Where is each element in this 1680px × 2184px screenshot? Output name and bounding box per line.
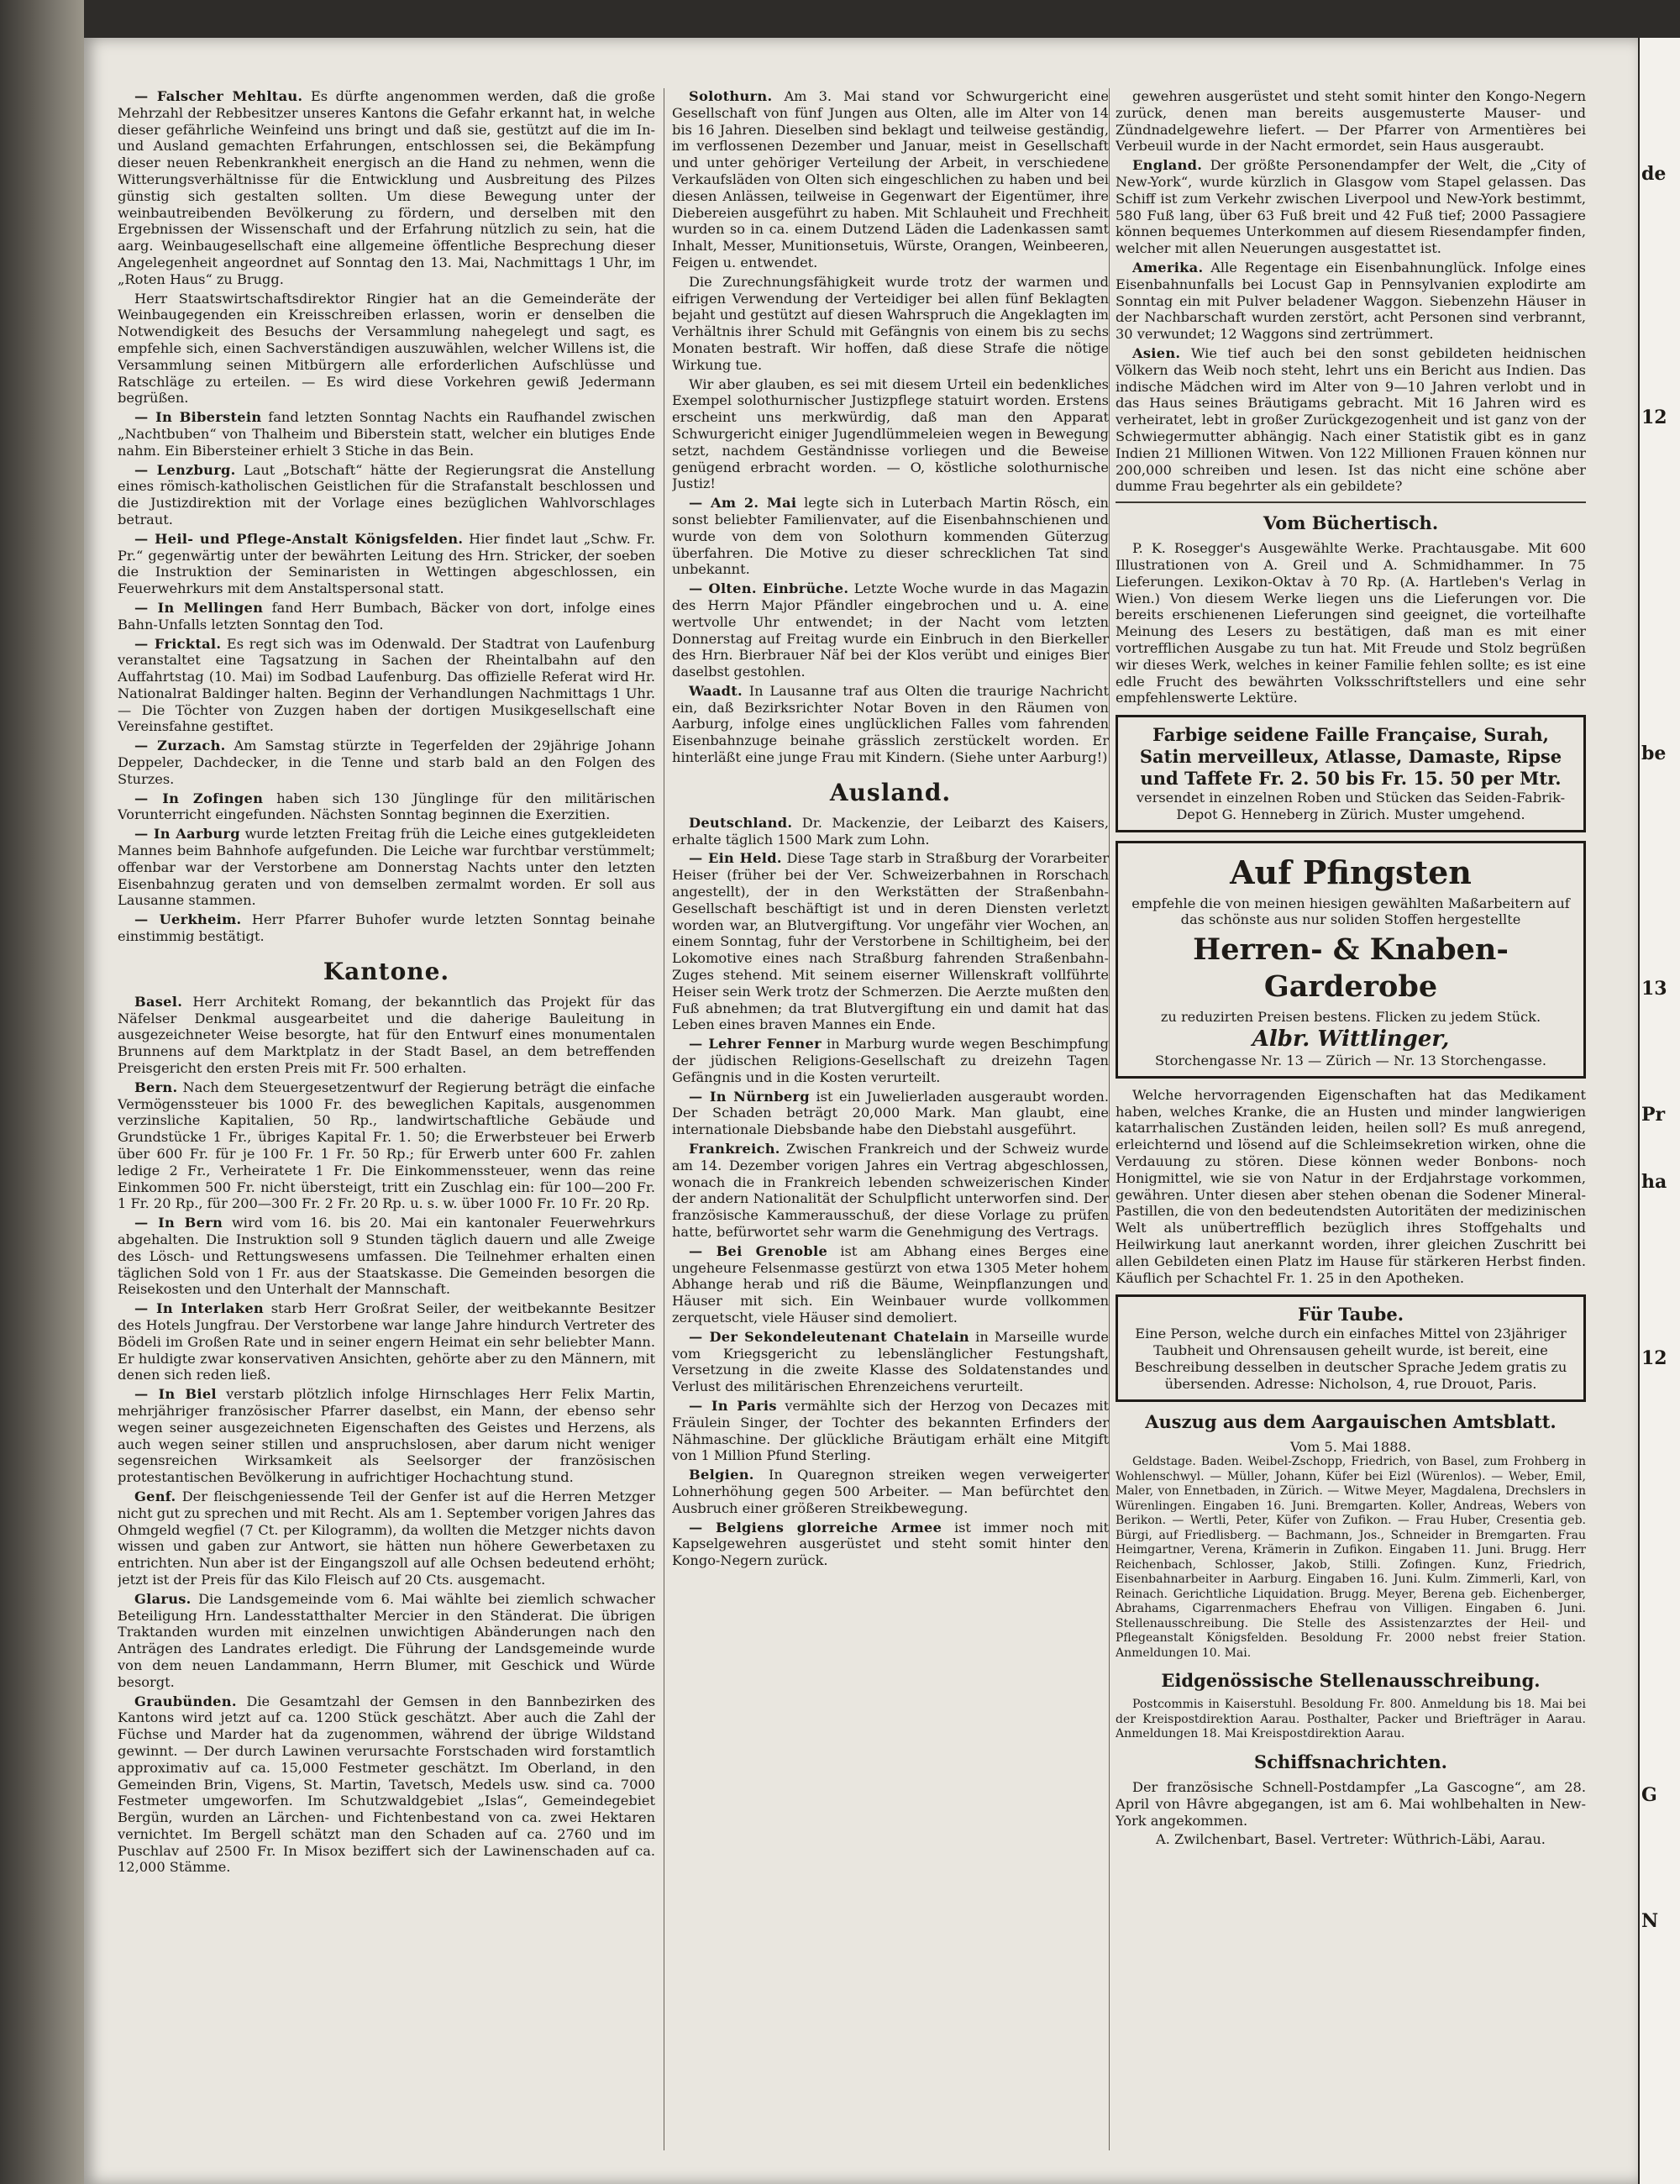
article bbox=[118, 1591, 655, 1691]
article bbox=[1116, 260, 1586, 343]
amtsblatt-date: Vom 5. Mai 1888. bbox=[1290, 1438, 1411, 1455]
divider bbox=[1116, 501, 1586, 503]
article-lead: — In Bern bbox=[134, 1215, 223, 1231]
column-3 bbox=[1116, 88, 1586, 2163]
article-lead: England. bbox=[1132, 157, 1203, 174]
article bbox=[672, 1329, 1109, 1395]
ad-silk-line: versendet in einzelnen Roben und Stücken das Seiden-Fabrik-Depot G. Henneberg in Zürich. Muster umgehend. bbox=[1136, 790, 1566, 822]
ad-taube-title: Für Taube. bbox=[1297, 1304, 1404, 1326]
article-text: Am Samstag stürzte in Tegerfelden der 29jährige Johann Deppeler, Dachdecker, in die Tenne und starb bald an den Folgen des Sturzes. bbox=[118, 738, 655, 787]
next-page-edge bbox=[1638, 38, 1680, 2184]
ad-silk-line: Satin merveilleux, Atlasse, Damaste, Ripse bbox=[1139, 746, 1562, 768]
ad-pfingsten-intro: empfehle die von meinen hiesigen gewählten Maßarbeitern auf das schönste aus nur soliden Stoffen hergestellte bbox=[1131, 895, 1570, 928]
article bbox=[672, 850, 1109, 1033]
article bbox=[118, 1488, 655, 1588]
article-lead: — Ein Held. bbox=[689, 850, 782, 867]
article-lead: Frankreich. bbox=[689, 1141, 780, 1158]
column-rule bbox=[1109, 88, 1110, 2150]
amtsblatt-title: Auszug aus dem Aargauischen Amtsblatt. bbox=[1145, 1410, 1557, 1432]
article-lead: — Lenzburg. bbox=[134, 461, 236, 478]
section-title-buechertisch: Vom Büchertisch. bbox=[1263, 512, 1439, 534]
ad-silk-line: und Taffete Fr. 2. 50 bis Fr. 15. 50 per Mtr. bbox=[1140, 768, 1562, 790]
article bbox=[118, 1215, 655, 1298]
article bbox=[672, 683, 1109, 766]
column-2 bbox=[672, 88, 1109, 2163]
article bbox=[672, 1036, 1109, 1085]
article-lead: Graubünden. bbox=[134, 1693, 237, 1709]
ad-silk bbox=[1116, 715, 1586, 832]
edge-fragment: N bbox=[1641, 1910, 1659, 1932]
edge-fragment: be bbox=[1641, 743, 1667, 764]
ad-pfingsten-address: Storchengasse Nr. 13 — Zürich — Nr. 13 Storchengasse. bbox=[1154, 1053, 1547, 1069]
article bbox=[672, 1520, 1109, 1569]
article-text: Wie tief auch bei den sonst gebildeten heidnischen Völkern das Weib noch steht, lehrt uns ein Bericht aus Indien. Das indische Mädchen wird im Alter von 9—10 Jahren verlobt und in das Haus seines Bräutigams gebracht. Mit 16 Jahren wird es verheiratet, lebt in großer Zurückgezogenheit und ist ganz von der Schwiegermutter abhängig. Nach einer Statistik gibt es in ganz Indien 21 Millionen Witwen. Von 122 Millionen Frauen können nur 200,000 schreiben und lesen. Ist das nicht eine schöne aber dumme Frau begehrter als ein gebildete? bbox=[1116, 344, 1586, 495]
article bbox=[118, 1386, 655, 1486]
article-lead: Genf. bbox=[134, 1488, 176, 1504]
article bbox=[118, 994, 655, 1077]
article-text: wurde letzten Freitag früh die Leiche eines gutgekleideten Mannes beim Bahnhofe aufgefunden. Die Leiche war furchtbar verstümmelt; offenbar war der Verstorbene am Donnerstag Nachts unter den letzten Eisenbahnzug geraten und von demselben zermalmt worden. Er soll aus Lausanne stammen. bbox=[118, 826, 655, 909]
article-text: Die Gesamtzahl der Gemsen in den Bannbezirken des Kantons wird jetzt auf ca. 1200 Stück geschätzt. Aber auch die Zahl der Füchse und Marder hat da zugenommen, während der übrige Wildstand gewinnt. — Der durch Lawinen verursachte Forstschaden wird forstamtlich approximativ auf ca. 15,000 Festmeter geschätzt. Im Oberland, in den Gemeinden Brin, Vigens, St. Martin, Tavetsch, Medels usw. sind ca. 7000 Festmeter umgeworfen. Im Schutzwaldgebiet „Islas“, Gemeindegebiet Bergün, wurden an Lärchen- und Fichtenbestand von ca. zwei Hektaren vernichtet. Im Bergell schätzt man den Schaden auf ca. 2760 und im Puschlav auf 2500 Fr. In Misox beziffert sich der Lawinenschaden auf ca. 12,000 Stämme. bbox=[118, 1693, 655, 1876]
article bbox=[118, 600, 655, 633]
article-lead: — Falscher Mehltau. bbox=[134, 88, 303, 104]
article-lead: — Belgiens glorreiche Armee bbox=[689, 1519, 942, 1536]
book-review: P. K. Rosegger's Ausgewählte Werke. Prachtausgabe. Mit 600 Illustrationen von A. Greil und A. Schmidhammer. In 75 Lieferungen. Lexikon-Oktav à 70 Rp. (A. Hartleben's Verlag in Wien.) Von diesem Werke liegen uns die Lieferungen vor. Die bereits erschienenen Lieferungen sind geeignet, die vorteilhafte Meinung des Lesers zu bestätigen, daß man es mit einer vortrefflichen Ausgabe zu tun hat. Mit Freude und Stolz begrüßen wir dieses Werk, welches in keiner Familie fehlen sollte; es ist eine edle Frucht des bewährten Volksschriftstellers und eine sehr empfehlenswerte Lektüre. bbox=[1116, 540, 1586, 706]
article-lead: — Der Sekondeleutenant Chatelain bbox=[689, 1328, 969, 1345]
article-text: Die Zurechnungsfähigkeit wurde trotz der warmen und eifrigen Verwendung der Verteidiger bei allen fünf Beklagten bejaht und gestützt auf diesen Wahrspruch die Angeklagten im Verhältnis ihrer Schuld mit Gefängnis von einem bis zu sechs Monaten bestraft. Wir hoffen, daß diese Strafe die nötige Wirkung tue. bbox=[672, 273, 1109, 373]
article bbox=[118, 738, 655, 787]
article-lead: — In Biel bbox=[134, 1386, 217, 1403]
section-title-kantone: Kantone. bbox=[323, 957, 450, 985]
article-text: Dr. Mackenzie, der Leibarzt des Kaisers, erhalte täglich 1500 Mark zum Lohn. bbox=[672, 814, 1109, 848]
article bbox=[672, 815, 1109, 848]
article-text: Die Landsgemeinde vom 6. Mai wählte bei ziemlich schwacher Beteiligung Hrn. Landesstatthalter Mercier in den Ständerat. Die übrigen Traktanden wurden mit einzelnen unwichtigen Abänderungen nach den Anträgen des Landrates erledigt. Die Führung der Landsgemeinde wurde von dem neuen Landammann, Herrn Blumer, mit Geschick und Würde besorgt. bbox=[118, 1590, 655, 1690]
edge-fragment: de bbox=[1641, 163, 1667, 185]
article bbox=[672, 376, 1109, 493]
article-text: ist immer noch mit Kapselgewehren ausgerüstet und steht somit hinter den Kongo-Negern zurück. bbox=[672, 1519, 1109, 1569]
article-text: Der größte Personendampfer der Welt, die „City of New-York“, wurde kürzlich in Glasgow vom Stapel gelassen. Das Schiff ist zum Verkehr zwischen Liverpool und New-York bestimmt, 580 Fuß lang, über 63 Fuß breit und 42 Fuß tief; 2000 Passagiere können bequemes Unterkommen auf diesem Riesendampfer finden, welcher mit allen Neuerungen ausgestattet ist. bbox=[1116, 157, 1586, 257]
article-lead: — In Aarburg bbox=[134, 826, 240, 843]
ad-pfingsten-name: Albr. Wittlinger, bbox=[1252, 1026, 1450, 1053]
ad-pastillen: Welche hervorragenden Eigenschaften hat das Medikament haben, welches Kranke, die an Husten und minder langwierigen katarrhalischen Zuständen leiden, heilen soll? Es muß anregend, erleichternd und lösend auf die Schleimsekretion wirken, ohne die Verdauung zu stören. Diese können weder Bonbons- noch Honigmittel, wie sie von Natur in der Erdjahrstage vorkommen, gewähren. Unter diesen aber stehen obenan die Sodener Mineral-Pastillen, die von den bedeutendsten Autoritäten der medizinischen Welt als unübertrefflich bezüglich ihres Stoffgehalts und Heilwirkung laut anerkannt worden, ihrer gleichen Zuschritt bei allen Gebildeten einen Platz im Hause für stärkeren Herbst finden. Käuflich per Schachtel Fr. 1. 25 in den Apotheken. bbox=[1116, 1086, 1586, 1286]
article-text: in Marburg wurde wegen Beschimpfung der jüdischen Religions-Gesellschaft zu dreizehn Tagen Gefängnis und in die Kosten verurteilt. bbox=[672, 1036, 1109, 1085]
schiff-title: Schiffsnachrichten. bbox=[1254, 1751, 1447, 1772]
edge-fragment: 13 bbox=[1641, 978, 1667, 1000]
article bbox=[118, 1079, 655, 1212]
article-lead: Deutschland. bbox=[689, 814, 793, 831]
article-lead: Amerika. bbox=[1132, 259, 1204, 276]
ad-taube-text: Eine Person, welche durch ein einfaches Mittel von 23jähriger Taubheit und Ohrensausen geheilt wurde, ist bereit, eine Beschreibung desselben in deutscher Sprache Jedem gratis zu übersenden. Adresse: Nicholson, 4, rue Drouot, Paris. bbox=[1134, 1326, 1567, 1392]
article-text: In Quaregnon streiken wegen verweigerter Lohnerhöhung gegen 500 Arbeiter. — Man befürchtet den Ausbruch einer größeren Streikbewegung. bbox=[672, 1467, 1109, 1516]
article-text: Herr Pfarrer Buhofer wurde letzten Sonntag beinahe einstimmig bestätigt. bbox=[118, 911, 655, 945]
article-text: fand letzten Sonntag Nachts ein Raufhandel zwischen „Nachtbuben“ von Thalheim und Biberstein statt, welcher ein blutiges Ende nahm. Ein Bibersteiner erhielt 3 Stiche in das Bein. bbox=[118, 409, 655, 459]
article bbox=[1116, 88, 1586, 155]
article-lead: — Zurzach. bbox=[134, 738, 226, 754]
article-lead: — Am 2. Mai bbox=[689, 495, 797, 512]
stellen-text: Postcommis in Kaiserstuhl. Besoldung Fr. 800. Anmeldung bis 18. Mai bei der Kreispostdirektion Aarau. Posthalter, Packer und Briefträger in Aarau. Anmeldungen 18. Mai Kreispostdirektion Aarau. bbox=[1116, 1698, 1586, 1741]
article-lead: — In Paris bbox=[689, 1397, 777, 1414]
article bbox=[118, 1693, 655, 1877]
schiff-text: Der französische Schnell-Postdampfer „La Gascogne“, am 28. April von Hâvre abgegangen, ist am 6. Mai wohlbehalten in New-York angekommen. bbox=[1116, 1778, 1586, 1829]
article-lead: — In Zofingen bbox=[134, 790, 264, 806]
ad-taube bbox=[1116, 1294, 1586, 1401]
article-text: Herr Staatswirtschaftsdirektor Ringier hat an die Gemeinderäte der Weinbaugegenden ein Kreisschreiben erlassen, worin er denselben die Notwendigkeit des Besuchs der Versammlung nahegelegt und sagt, es empfehle sich, einen Sachverständigen auszuwählen, welcher Willens ist, die Versammlung seinen Mitbürgern alle erforderlichen Aufschlüsse und Ratschläge zu erteilen. — Es wird diese Vorkehren gewiß Jedermann begrüßen. bbox=[118, 290, 655, 407]
article-text: Es dürfte angenommen werden, daß die große Mehrzahl der Rebbesitzer unseres Kantons die Gefahr erkannt hat, in welche dieser gefährliche Weinfeind uns bringt und daß sie, gestützt auf die im In- und Ausland gemachten Erfahrungen, entschlossen sei, die Bekämpfung dieser neuen Rebenkrankheit energisch an die Hand zu nehmen, wenn die Witterungsverhältnisse für die Entwicklung und Ausbreitung des Pilzes günstig sich gestalten sollten. Um diese Bewegung unter der weinbautreibenden Bevölkerung zu fördern, und derselben mit den Ergebnissen der Wissenschaft und der Erfahrung nützlich zu sein, hat die aarg. Weinbaugesellschaft eine allgemeine öffentliche Besprechung dieser Angelegenheit angeordnet auf Sonntag den 13. Mai, Nachmittags 1 Uhr, im „Roten Haus“ zu Brugg. bbox=[118, 88, 655, 287]
ad-pfingsten-body: zu reduzirten Preisen bestens. Flicken zu jedem Stück. bbox=[1160, 1009, 1541, 1026]
article-lead: — Uerkheim. bbox=[134, 911, 242, 928]
article-text: Zwischen Frankreich und der Schweiz wurde am 14. Dezember vorigen Jahres ein Vertrag abgeschlossen, wonach die in Frankreich lebenden schweizerischen Kinder der andern Nationalität der Schulpflicht unterworfen sind. Der französische Kammerausschuß, der diese Vorlage zu prüfen hatte, befürwortet sehr warm die Genehmigung des Vertrags. bbox=[672, 1141, 1109, 1240]
amtsblatt-text: Geldstage. Baden. Weibel-Zschopp, Friedrich, von Basel, zum Frohberg in Wohlenschwyl. — Müller, Johann, Küfer bei Eizl (Würenlos). — Weber, Emil, Maler, von Ennetbaden, in Zürich. — Witwe Meyer, Magdalena, Drechslers in Würenlingen. Eingaben 16. Juni. Bremgarten. Koller, Andreas, Webers von Berikon. — Wertli, Peter, Küfer von Zufikon. — Frau Huber, Cresentia geb. Bürgi, auf Friedlisberg. — Bachmann, Jos., Schneider in Bremgarten. Frau Heimgartner, Verena, Krämerin in Zufikon. Eingaben 11. Juni. Brugg. Herr Reichenbach, Schlosser, Jakob, Stilli. Zofingen. Kunz, Friedrich, Eisenbahnarbeiter in Aarburg. Eingaben 16. Juni. Kulm. Zimmerli, Karl, von Reinach. Gerichtliche Liquidation. Brugg. Meyer, Berena geb. Eichenberger, Abrahams, Cigarrenmachers Ehefrau von Villigen. Eingaben 6. Juni. Stellenausschreibung. Die Stelle des Assistenzarztes der Heil- und Pflegeanstalt Königsfelden. Besoldung Fr. 2000 nebst freier Station. Anmeldungen 10. Mai. bbox=[1116, 1455, 1586, 1660]
article-text: Am 3. Mai stand vor Schwurgericht eine Gesellschaft von fünf Jungen aus Olten, alle im Alter von 14 bis 16 Jahren. Dieselben sind beklagt und teilweise geständig, im verflossenen Dezember und Januar, meist in Gesellschaft und unter gehöriger Verteilung der Arbeit, in verschiedene Verkaufsläden von Olten sich eingeschlichen zu haben und bei diesen Anlässen, teilweise in Gegenwart der Eigentümer, ihre Diebereien ausgeführt zu haben. Mit Schlauheit und Frechheit wurden so in ca. einem Dutzend Läden die Ladenkassen samt Inhalt, Messer, Munitionsetuis, Würste, Orangen, Weinbeeren, Feigen u. entwendet. bbox=[672, 88, 1109, 270]
article-text: Nach dem Steuergesetzentwurf der Regierung beträgt die einfache Vermögenssteuer bis 1000 Fr. des beweglichen Kapitals, ausgenommen verzinsliche Kapitalien, 50 Rp., landwirtschaftliche Gebäude und Grundstücke 1 Fr., übriges Kapital Fr. 1. 50; die Erwerbsteuer bei Erwerb über 600 Fr. für je 100 Fr. 1 Fr. 50 Rp.; für Erwerb unter 600 Fr. zahlen ledige 2 Fr., Verheiratete 1 Fr. Die Einkommenssteuer, wenn das reine Einkommen 500 Fr. nicht übersteigt, tritt ein Zuschlag ein: für 100—200 Fr. 1 Fr. 20 Rp., für 200—300 Fr. 2 Fr. 20 Rp. u. s. w. über 1000 Fr. 10 Fr. 20 Rp. bbox=[118, 1079, 655, 1212]
article-text: wird vom 16. bis 20. Mai ein kantonaler Feuerwehrkurs abgehalten. Die Instruktion soll 9 Stunden täglich dauern und alle Zweige des Lösch- und Rettungswesens umfassen. Die Teilnehmer erhalten einen täglichen Sold von 1 Fr. aus der Staatskasse. Die Gemeinden besorgen die Reisekosten und den Unterhalt der Mannschaft. bbox=[118, 1215, 655, 1298]
article bbox=[672, 1398, 1109, 1464]
article-text: ist am Abhang eines Berges eine ungeheure Felsenmasse gestürzt von etwa 1305 Meter hohem Abhange herab und riß die Bäume, Weinpflanzungen und Häuser mit sich. Ein Weinbauer wurde vollkommen zerquetscht, viele Häuser sind demoliert. bbox=[672, 1242, 1109, 1326]
article-lead: Glarus. bbox=[134, 1590, 192, 1607]
article-lead: — Bei Grenoble bbox=[689, 1242, 828, 1259]
article-lead: — Heil- und Pflege-Anstalt Königsfelden. bbox=[134, 530, 464, 547]
article-text: fand Herr Bumbach, Bäcker von dort, infolge eines Bahn-Unfalls letzten Sonntag den Tod. bbox=[118, 599, 655, 633]
ad-pfingsten-headline: Herren- & Knaben-Garderobe bbox=[1193, 932, 1509, 1005]
article-text: in Marseille wurde vom Kriegsgericht zu lebenslänglicher Festungshaft, Versetzung in die zweite Klasse des Soldatenstandes und Verlust des militärischen Ehrenzeichens verurteilt. bbox=[672, 1328, 1109, 1395]
book-binding bbox=[0, 0, 84, 2184]
article-text: Diese Tage starb in Straßburg der Vorarbeiter Heiser (früher bei der Ver. Schweizerbahnen in Rorschach angestellt), der in den Werkstätten der Straßenbahn-Gesellschaft beschäftigt ist und in deren Diensten verletzt worden war, an Blutvergiftung. Vor ungefähr vier Wochen, an einem Sonntag, fuhr der Verstorbene in Schiltigheim, bei der Lokomotive eines nach Straßburg fahrenden Straßenbahn-Zuges stehend. Mit seinem eiserner Willenskraft vollführte Heiser sein Werk trotz der Schmerzen. Die Aerzte mußten den Fuß abnehmen; da trat Blutvergiftung ein und damit hat das Leben eines braven Mannes ein Ende. bbox=[672, 850, 1109, 1033]
ad-pfingsten-title: Auf Pfingsten bbox=[1230, 853, 1472, 891]
edge-fragment: ha bbox=[1641, 1171, 1667, 1193]
article bbox=[118, 826, 655, 909]
article-lead: Waadt. bbox=[689, 682, 743, 699]
schiff-agent: A. Zwilchenbart, Basel. Vertreter: Wüthrich-Läbi, Aarau. bbox=[1156, 1831, 1546, 1848]
article-lead: Belgien. bbox=[689, 1467, 754, 1483]
ad-pfingsten bbox=[1116, 841, 1586, 1079]
article-text: In Lausanne traf aus Olten die traurige Nachricht ein, daß Bezirksrichter Notar Boven in den Räumen von Aarburg, infolge eines unglücklichen Falles vom fahrenden Eisenbahnzuge beinahe grässlich zerstückelt worden. Er hinterläßt eine junge Frau mit Kindern. (Siehe unter Aarburg!) bbox=[672, 682, 1109, 766]
article-text: Hier findet laut „Schw. Fr. Pr.“ gegenwärtig unter der bewährten Leitung des Hrn. Stricker, der soeben die Instruktion der Seminaristen in Wettingen abgeschlossen, ein Feuerwehrkurs mit dem Anstaltspersonal statt. bbox=[118, 530, 655, 597]
article-lead: — Olten. Einbrüche. bbox=[689, 580, 849, 597]
article-text: ist ein Juwelierladen ausgeraubt worden. Der Schaden beträgt 20,000 Mark. Man glaubt, eine internationale Diebsbande habe den Diebstahl ausgeführt. bbox=[672, 1088, 1109, 1138]
article-lead: Asien. bbox=[1132, 344, 1181, 361]
article-text: gewehren ausgerüstet und steht somit hinter den Kongo-Negern zurück, denen man bereits ausgemusterte Mauser- und Zündnadelgewehre liefert. — Der Pfarrer von Armentières bei Verbeuil wurde in der Nacht ermordet, sein Haus ausgeraubt. bbox=[1116, 88, 1586, 155]
article-text: Herr Architekt Romang, der bekanntlich das Projekt für das Näfelser Denkmal ausgearbeitet und die daherige Bauleitung in ausgezeichneter Weise besorgte, hat für den Entwurf eines monumentalen Brunnens auf dem Marktplatz in der Stadt Basel, an dem betreffenden Preisgericht den ersten Preis mit Fr. 500 erhalten. bbox=[118, 993, 655, 1077]
article bbox=[672, 1089, 1109, 1138]
article-lead: — Fricktal. bbox=[134, 635, 222, 652]
article-text: legte sich in Luterbach Martin Rösch, ein sonst beliebter Familienvater, auf die Eisenbahnschienen und wurde von dem von Solothurn kommenden Güterzug überfahren. Die Motive zu dieser schrecklichen Tat sind unbekannt. bbox=[672, 495, 1109, 578]
edge-fragment: 12 bbox=[1641, 1347, 1667, 1369]
article-lead: — Lehrer Fenner bbox=[689, 1036, 822, 1053]
article bbox=[672, 580, 1109, 680]
article bbox=[672, 274, 1109, 374]
article-text: starb Herr Großrat Seiler, der weitbekannte Besitzer des Hotels Jungfrau. Der Verstorbene war lange Jahre hindurch Vertreter des Bödeli im Großen Rate und in seiner engern Heimat ein sehr beliebter Mann. Er huldigte zwar konservativen Ansichten, gehörte aber zu den Männern, mit denen sich reden ließ. bbox=[118, 1300, 655, 1383]
article bbox=[118, 1300, 655, 1383]
article bbox=[118, 462, 655, 528]
article bbox=[118, 790, 655, 824]
article bbox=[1116, 157, 1586, 257]
article bbox=[672, 88, 1109, 271]
article bbox=[118, 911, 655, 945]
article-lead: — In Biberstein bbox=[134, 409, 262, 426]
article bbox=[118, 409, 655, 459]
article bbox=[672, 495, 1109, 578]
article bbox=[672, 1141, 1109, 1241]
article bbox=[118, 88, 655, 288]
article-text: Laut „Botschaft“ hätte der Regierungsrat die Anstellung eines römisch-katholischen Geistlichen für die Strafanstalt beschlossen und die Justizdirektion mit der Vorlage eines bezüglichen Wahlvorschlages betraut. bbox=[118, 461, 655, 528]
article-lead: — In Mellingen bbox=[134, 599, 264, 616]
article-text: vermählte sich der Herzog von Decazes mit Fräulein Singer, der Tochter des bekannten Erfinders der Nähmaschine. Der glückliche Bräutigam erhält eine Mitgift von 1 Million Pfund Sterling. bbox=[672, 1397, 1109, 1464]
edge-fragment: 12 bbox=[1641, 407, 1667, 428]
article-text: Letzte Woche wurde in das Magazin des Herrn Major Pfändler eingebrochen und u. A. eine wertvolle Uhr entwendet; in der Nacht vom letzten Donnerstag auf Freitag wurde ein Einbruch in den Bierkeller des Hrn. Bierbrauer Näf bei der Klos verübt und einiges Bier daselbst gestohlen. bbox=[672, 580, 1109, 680]
article-text: Alle Regentage ein Eisenbahnunglück. Infolge eines Eisenbahnunfalls bei Locust Gap in Pennsylvanien explodirte am Sonntag ein mit Pulver beladener Waggon. Siebenzehn Häuser in der Nachbarschaft wurden zerstört, acht Personen sind verbrannt, 30 verwundet; 12 Waggons sind zertrümmert. bbox=[1116, 259, 1586, 343]
article-lead: Bern. bbox=[134, 1079, 178, 1095]
article-lead: Basel. bbox=[134, 993, 183, 1010]
edge-fragment: G bbox=[1641, 1784, 1657, 1806]
article bbox=[672, 1243, 1109, 1326]
article bbox=[672, 1467, 1109, 1516]
article bbox=[118, 531, 655, 597]
column-1 bbox=[118, 88, 655, 2163]
edge-fragment: Pr bbox=[1641, 1104, 1666, 1126]
article bbox=[1116, 345, 1586, 495]
stellen-title: Eidgenössische Stellenausschreibung. bbox=[1161, 1670, 1541, 1692]
ad-silk-line: Farbige seidene Faille Française, Surah, bbox=[1152, 724, 1549, 746]
article-text: haben sich 130 Jünglinge für den militärischen Vorunterricht eingefunden. Nächsten Sonntag beginnen die Exerzitien. bbox=[118, 790, 655, 823]
section-title-ausland: Ausland. bbox=[829, 778, 952, 806]
article-text: Der fleischgeniessende Teil der Genfer ist auf die Herren Metzger nicht gut zu sprechen und mit Recht. Als am 1. September vorigen Jahres das Ohmgeld wegfiel (7 Ct. per Kilogramm), da wollten die Metzger nichts davon wissen und gaben zur Antwort, sie hätten nun höhere Gewerbetaxen zu entrichten. Nun aber ist der Eingangszoll auf alle Ochsen bedeutend erhöht; jetzt ist der Preis für das Kilo Fleisch auf 20 Cts. ausgemacht. bbox=[118, 1488, 655, 1588]
article-text: Es regt sich was im Odenwald. Der Stadtrat von Laufenburg veranstaltet eine Tagsatzung in Sachen der Rheintalbahn auf den Auffahrtstag (10. Mai) im Sodbad Laufenburg. Das offizielle Referat wird Hr. Nationalrat Baldinger halten. Beginn der Verhandlungen Nachmittags 1 Uhr. — Die Töchter von Zuzgen haben der dortigen Musikgesellschaft eine Vereinsfahne gestiftet. bbox=[118, 635, 655, 735]
article-text: verstarb plötzlich infolge Hirnschlages Herr Felix Martin, mehrjähriger französischer Pfarrer daselbst, ein Mann, der ebenso sehr wegen seiner ausgezeichneten Eigenschaften des Geistes und Herzens, als auch wegen seiner stillen und anspruchslosen, aber darum nicht weniger segensreichen Wirksamkeit als Seelsorger der französischen protestantischen Bevölkerung in aufrichtiger Hochachtung stund. bbox=[118, 1386, 655, 1486]
article bbox=[118, 291, 655, 407]
article-text: Wir aber glauben, es sei mit diesem Urteil ein bedenkliches Exempel solothurnischer Justizpflege statuirt worden. Erstens erscheint uns merkwürdig, daß man den Apparat Schwurgericht einiger Jugendlümmeleien wegen in Bewegung setzt, nachdem Geständnisse vorliegen und die Beweise genügend erbracht worden. — O, köstliche solothurnische Justiz! bbox=[672, 375, 1109, 492]
article-lead: Solothurn. bbox=[689, 88, 773, 104]
article bbox=[118, 636, 655, 736]
article-lead: — In Nürnberg bbox=[689, 1088, 810, 1105]
article-lead: — In Interlaken bbox=[134, 1300, 264, 1317]
